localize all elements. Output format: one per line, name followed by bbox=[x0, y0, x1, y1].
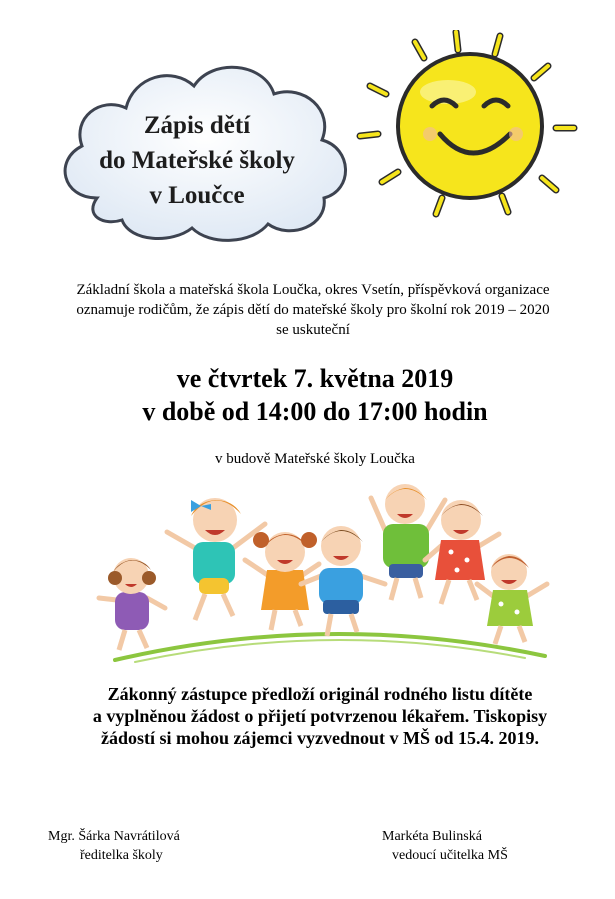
event-datetime bbox=[20, 362, 610, 428]
signature-right-role: vedoucí učitelka MŠ bbox=[392, 848, 508, 863]
event-date: ve čtvrtek 7. května 2019 bbox=[176, 364, 454, 393]
title-line-3: v Loučce bbox=[149, 182, 245, 209]
title-line-1: Zápis dětí bbox=[143, 112, 251, 139]
notice-line-1: Zákonný zástupce předloží originál rodného listu dítěte bbox=[107, 684, 533, 704]
intro-line-2: oznamuje rodičům, že zápis dětí do mateřské školy pro školní rok 2019 – 2020 bbox=[76, 302, 550, 318]
intro-paragraph bbox=[28, 280, 598, 340]
child-2 bbox=[167, 498, 265, 620]
signature-right bbox=[382, 827, 602, 865]
signature-left bbox=[48, 827, 248, 865]
title-line-2: do Mateřské školy bbox=[99, 147, 295, 174]
event-time: v době od 14:00 do 17:00 hodin bbox=[142, 397, 488, 426]
jumping-children-illustration bbox=[95, 480, 565, 670]
intro-line-1: Základní škola a mateřská škola Loučka, okres Vsetín, příspěvková organizace bbox=[76, 282, 550, 298]
child-7 bbox=[477, 554, 547, 644]
signature-left-role: ředitelka školy bbox=[80, 848, 163, 863]
signature-right-name: Markéta Bulinská bbox=[382, 829, 482, 844]
child-1 bbox=[99, 558, 165, 650]
smiling-sun-illustration bbox=[352, 30, 582, 220]
notice-line-3: žádostí si mohou zájemci vyzvednout v MŠ od 15.4. 2019. bbox=[101, 728, 539, 748]
page-title bbox=[62, 108, 332, 213]
notice-paragraph bbox=[20, 683, 615, 749]
event-location: v budově Mateřské školy Loučka bbox=[215, 451, 415, 467]
signature-left-name: Mgr. Šárka Navrátilová bbox=[48, 829, 180, 844]
notice-line-2: a vyplněnou žádost o přijetí potvrzenou lékařem. Tiskopisy bbox=[92, 706, 548, 726]
intro-line-3: se uskuteční bbox=[276, 322, 350, 338]
